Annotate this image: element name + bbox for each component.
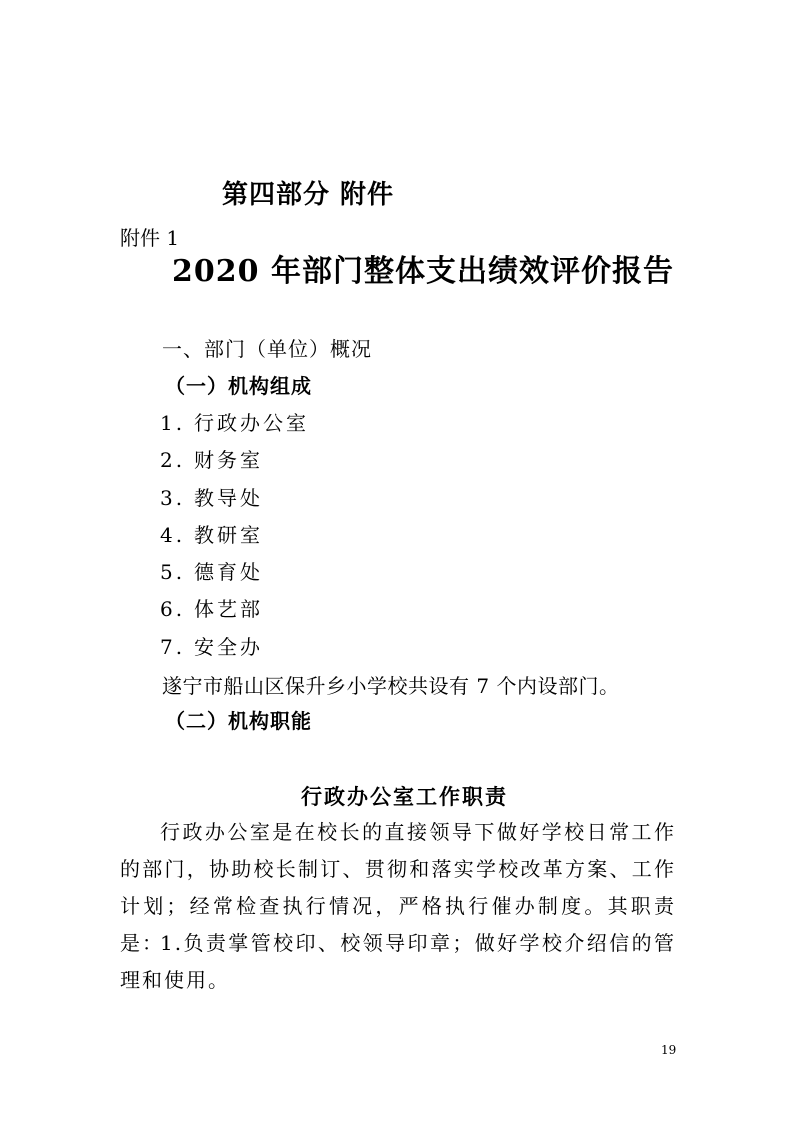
list-item-text: 安全办 xyxy=(194,634,263,659)
subsection-org-structure-title: （一）机构组成 xyxy=(165,374,312,398)
list-item xyxy=(160,635,309,672)
office-duty-item-1: 1.负责掌管校印、校领导印章；做好学校介绍信的管理和使用。 xyxy=(120,931,676,992)
list-item-number: 5. xyxy=(160,560,186,585)
list-item xyxy=(160,486,309,523)
list-item-number: 3. xyxy=(160,485,186,510)
list-item-text: 行政办公室 xyxy=(194,411,309,435)
report-title: 2020 年部门整体支出绩效评价报告 xyxy=(172,254,674,289)
list-item xyxy=(160,448,309,485)
list-item-text: 教导处 xyxy=(194,485,263,510)
attachment-label: 附件 1 xyxy=(120,226,180,250)
list-item-number: 1. xyxy=(160,411,186,435)
office-duty-title: 行政办公室工作职责 xyxy=(301,784,508,809)
list-item-number: 4. xyxy=(160,522,186,547)
list-item-number: 2. xyxy=(160,448,186,473)
list-item xyxy=(160,523,309,560)
section-heading: 第四部分 附件 xyxy=(222,180,395,210)
list-item xyxy=(160,411,309,448)
list-item-text: 体艺部 xyxy=(194,597,263,622)
list-item xyxy=(160,560,309,597)
list-item-number: 6. xyxy=(160,597,186,622)
office-duty-paragraph: 行政办公室是在校长的直接领导下做好学校日常工作的部门，协助校长制订、贯彻和落实学校改革方案、工作计划；经常检查执行情况，严格执行催办制度。其职责是： xyxy=(120,820,676,955)
list-item-text: 德育处 xyxy=(194,560,263,585)
list-item-text: 财务室 xyxy=(194,448,263,473)
list-item xyxy=(160,597,309,634)
department-list xyxy=(160,411,309,672)
list-item-number: 7. xyxy=(160,634,186,659)
department-count-summary: 遂宁市船山区保升乡小学校共设有 7 个内设部门。 xyxy=(162,674,620,698)
list-item-text: 教研室 xyxy=(194,522,263,547)
section-1-title: 一、部门（单位）概况 xyxy=(162,337,372,361)
subsection-functions-title: （二）机构职能 xyxy=(165,709,312,733)
page-number: 19 xyxy=(661,1043,677,1057)
